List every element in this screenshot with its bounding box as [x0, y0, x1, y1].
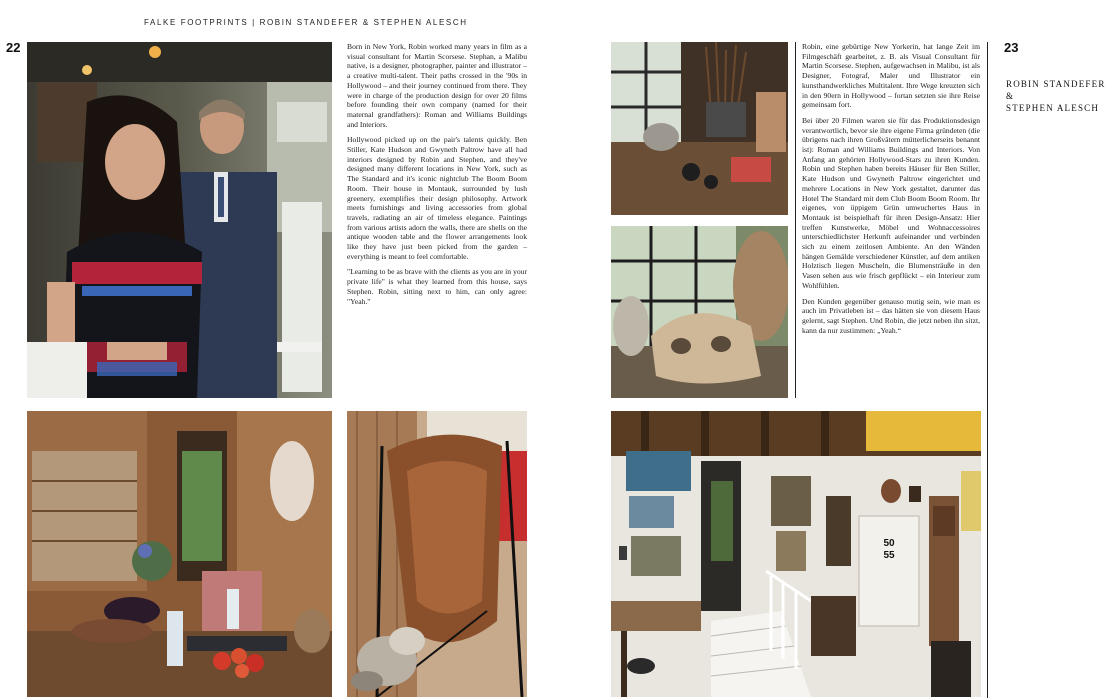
photo-interior-staircase	[611, 411, 981, 697]
page-number-right: 23	[1004, 40, 1019, 55]
paragraph-en-2: Hollywood picked up on the pair's talents quickly. Ben Stiller, Kate Hudson and Gwyneth Paltrow have all had interiors designed by Robin and Stephen, and they've designed many different locations in New York, such as The Standard and it's iconic nightclub The Boom Boom Room. Their house in Montauk, surrounded by lush greenery, exemplifies their design philosophy. Artwork meets furnishings and living accessories from global travels, radiating an air of timeless elegance. Paintings from various artists adorn the walls, there are shells on the antique wooden table and the flower arrangements look like they have just been picked from the garden – everything is meant to feel comfortable.	[347, 135, 527, 261]
paragraph-de-1: Robin, eine gebürtige New Yorkerin, hat lange Zeit im Filmgeschäft gearbeitet, z. B. als Visual Consultant für Martin Scorsese. Stephen, aufgewachsen in Malibu, ist als Designer, Fotograf, Maler und Illustrator ein kunsthandwerkliches Multitalent. Ihre Wege kreuzten sich in den 90ern in Hollywood – fortan setzten sie ihre Reise gemeinsam fort.	[802, 42, 980, 110]
paragraph-de-3: Den Kunden gegenüber genauso mutig sein, wie man es auch im Privatleben ist – das hätten sie von diesem Haus gelernt, sagt Stephen. Und Robin, die jetzt neben ihn sitzt, kann da nur zustimmen: „Yeah.“	[802, 296, 980, 335]
running-head: FALKE FOOTPRINTS | ROBIN STANDEFER & STEPHEN ALESCH	[144, 18, 468, 27]
page-edge-rule	[987, 42, 988, 698]
photo-studio-desk	[611, 42, 788, 215]
photo-portrait-couple	[27, 42, 332, 398]
photo-window-shells	[611, 226, 788, 398]
paragraph-en-1: Born in New York, Robin worked many years in film as a visual consultant for Martin Scorsese. Stephan, a Malibu native, is a designer, photographer, painter and illustrator – a creative multi-talent. Their paths crossed in the '90s in Hollywood – and their journey continued from there. They were in charge of the production design for over 20 films before founding their own company (named for their maternal grandfathers): Roman and Williams Buildings and Interiors.	[347, 42, 527, 129]
photo-butterfly-chair	[347, 411, 527, 697]
side-title	[1006, 78, 1116, 114]
side-title-line-2: STEPHEN ALESCH	[1006, 103, 1100, 113]
paragraph-en-3: "Learning to be as brave with the clients as you are in your private life" is what they learned from this house, says Stephen. Robin, sitting next to him, can only agree: "Yeah."	[347, 267, 527, 306]
column-rule	[795, 42, 796, 398]
photo-dining-table	[27, 411, 332, 697]
door-number-top: 50	[883, 538, 895, 549]
door-number-bottom: 55	[883, 550, 895, 561]
article-text-german	[802, 42, 980, 341]
article-text-english	[347, 42, 527, 312]
paragraph-de-2: Bei über 20 Filmen waren sie für das Produktionsdesign verantwortlich, bevor sie ihre eigene Firma gründeten (die übrigens nach ihren Großvätern mütterlicherseits benannt ist): Roman and Williams Buildings and Interiors. Von Anfang an gehörten Hollywood-Stars zu ihren Kunden. Robin und Stephen haben bereits Häuser für Ben Stiller, Kate Hudson und Gwyneth Paltrow eingerichtet und mehrere Locations in New York gestaltet, darunter das Hotel The Standard mit dem Club Boom Boom Room. Ihr eigenes, von üppigem Grün umwuchertes Haus in Montauk ist beispielhaft für ihren Design-Ansatz: Hier treffen Kunstwerke, Möbel und Wohnaccessoires unterschiedlichster Herkunft aufeinander und verbinden sich zu einem zeitlosen Ambiente. An den Wänden hängen Gemälde verschiedener Künstler, auf dem antiken Holztisch liegen Muscheln, die Blumensträuße in den Vasen sehen aus wie frisch gepflückt – ein Interieur zum Wohlfühlen.	[802, 115, 980, 290]
side-title-line-1: ROBIN STANDEFER &	[1006, 79, 1106, 101]
page-number-left: 22	[6, 40, 21, 55]
